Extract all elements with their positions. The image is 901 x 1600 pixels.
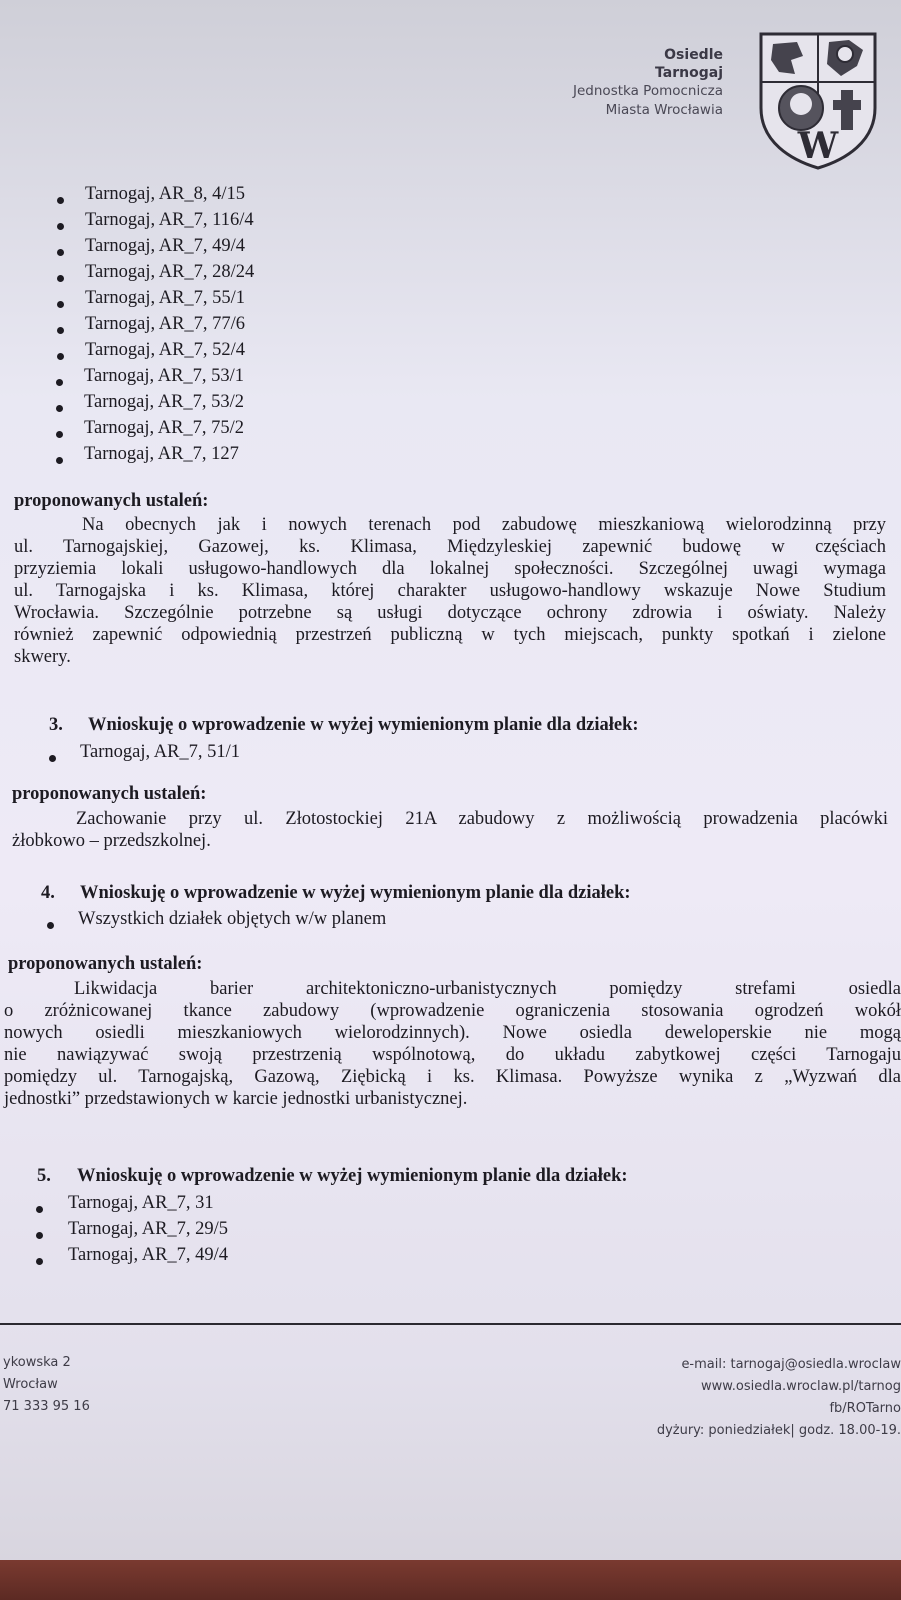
list-item: Tarnogaj, AR_7, 127	[84, 444, 239, 464]
proposals-paragraph: Na obecnych jak i nowych terenach pod zabudowę mieszkaniową wielorodzinną przy ul. Tarnogajskiej, Gazowej, ks. Klimasa, Międzyleskiej zapewnić budowę w częściach przyziemia lokali usługowo-handlowych dla lokalnej społeczności. Szczególnej uwagi wymaga ul. Tarnogajska i ks. Klimasa, której charakter usługowo-handlowy wskazuje Nowe Studium Wrocławia. Szczególnie potrzebne są usługi dotyczące ochrony zdrowia i oświaty. Należy również zapewnić odpowiednią przestrzeń publiczną w tych miejscach, punkty spotkań i zielone skwery.	[14, 515, 886, 667]
duty-hours: dyżury: poniedziałek| godz. 18.00-19.	[656, 1423, 901, 1438]
list-item: Wszystkich działek objętych w/w planem	[78, 909, 387, 929]
list-item: Tarnogaj, AR_7, 53/2	[84, 392, 245, 412]
bullet-icon	[36, 1206, 43, 1213]
section-4-title: Wnioskuję o wprowadzenie w wyżej wymienionym planie dla działek:	[80, 883, 631, 903]
bullet-icon	[56, 431, 63, 438]
section-3-number: 3.	[49, 715, 63, 735]
bullet-icon	[36, 1258, 43, 1265]
list-item: Tarnogaj, AR_7, 49/4	[68, 1245, 229, 1265]
organization-header	[573, 46, 723, 120]
bullet-icon	[56, 457, 63, 464]
table-surface	[0, 1560, 901, 1600]
bullet-icon	[57, 197, 64, 204]
proposals-heading: proponowanych ustaleń:	[8, 954, 203, 974]
org-line-4: Miasta Wrocławia	[605, 102, 723, 118]
bullet-icon	[36, 1232, 43, 1239]
footer-divider	[0, 1323, 901, 1325]
website-link[interactable]: www.osiedla.wroclaw.pl/tarnog	[701, 1379, 901, 1394]
email-link[interactable]: e-mail: tarnogaj@osiedla.wroclaw	[681, 1357, 901, 1372]
list-item: Tarnogaj, AR_7, 28/24	[85, 262, 255, 282]
bullet-icon	[57, 275, 64, 282]
list-item: Tarnogaj, AR_7, 77/6	[85, 314, 246, 334]
org-line-1: Osiedle	[664, 47, 723, 63]
list-item: Tarnogaj, AR_7, 116/4	[85, 210, 254, 230]
list-item: Tarnogaj, AR_7, 52/4	[85, 340, 246, 360]
list-item: Tarnogaj, AR_7, 75/2	[84, 418, 245, 438]
proposals-paragraph: Likwidacja barier architektoniczno-urbanistycznych pomiędzy strefami osiedla o zróżnicowanej tkance zabudowy (wprowadzenie ograniczenia stosowania ogrodzeń wokół nowych osiedli mieszkaniowych wielorodzinnych). Nowe osiedla deweloperskie nie mogą nie nawiązywać swoją przestrzenią wspólnotową, do układu zabytkowej części Tarnogaju pomiędzy ul. Tarnogajską, Gazową, Ziębicką i ks. Klimasa. Powyższe wynika z „Wyzwań dla jednostki” przedstawionych w karcie jednostki urbanistycznej.	[4, 979, 901, 1109]
bullet-icon	[56, 379, 63, 386]
bullet-icon	[57, 223, 64, 230]
bullet-icon	[57, 249, 64, 256]
wroclaw-crest-logo	[757, 30, 879, 170]
list-item: Tarnogaj, AR_7, 49/4	[85, 236, 246, 256]
bullet-icon	[56, 405, 63, 412]
proposals-paragraph: Zachowanie przy ul. Złotostockiej 21A zabudowy z możliwością prowadzenia placówki żłobkowo – przedszkolnej.	[12, 809, 888, 851]
list-item: Tarnogaj, AR_7, 55/1	[85, 288, 246, 308]
list-item: Tarnogaj, AR_8, 4/15	[85, 184, 246, 204]
list-item: Tarnogaj, AR_7, 31	[68, 1193, 214, 1213]
list-item: Tarnogaj, AR_7, 51/1	[80, 742, 241, 762]
bullet-icon	[57, 327, 64, 334]
section-4-number: 4.	[41, 883, 55, 903]
list-item: Tarnogaj, AR_7, 53/1	[84, 366, 245, 386]
section-3-title: Wnioskuję o wprowadzenie w wyżej wymienionym planie dla działek:	[88, 715, 639, 735]
svg-text:W: W	[797, 125, 839, 167]
footer-address: ykowska 2 Wrocław 71 333 95 16	[3, 1355, 90, 1414]
section-5-title: Wnioskuję o wprowadzenie w wyżej wymienionym planie dla działek:	[77, 1166, 628, 1186]
org-line-2: Tarnogaj	[655, 65, 723, 81]
facebook-link[interactable]: fb/ROTarno	[829, 1401, 901, 1416]
org-line-3: Jednostka Pomocnicza	[573, 83, 723, 99]
bullet-icon	[47, 922, 54, 929]
list-item: Tarnogaj, AR_7, 29/5	[68, 1219, 229, 1239]
bullet-icon	[57, 301, 64, 308]
bullet-icon	[57, 353, 64, 360]
bullet-icon	[49, 755, 56, 762]
footer-contact	[657, 1354, 901, 1442]
proposals-heading: proponowanych ustaleń:	[14, 491, 209, 511]
proposals-heading: proponowanych ustaleń:	[12, 784, 207, 804]
section-5-number: 5.	[37, 1166, 51, 1186]
